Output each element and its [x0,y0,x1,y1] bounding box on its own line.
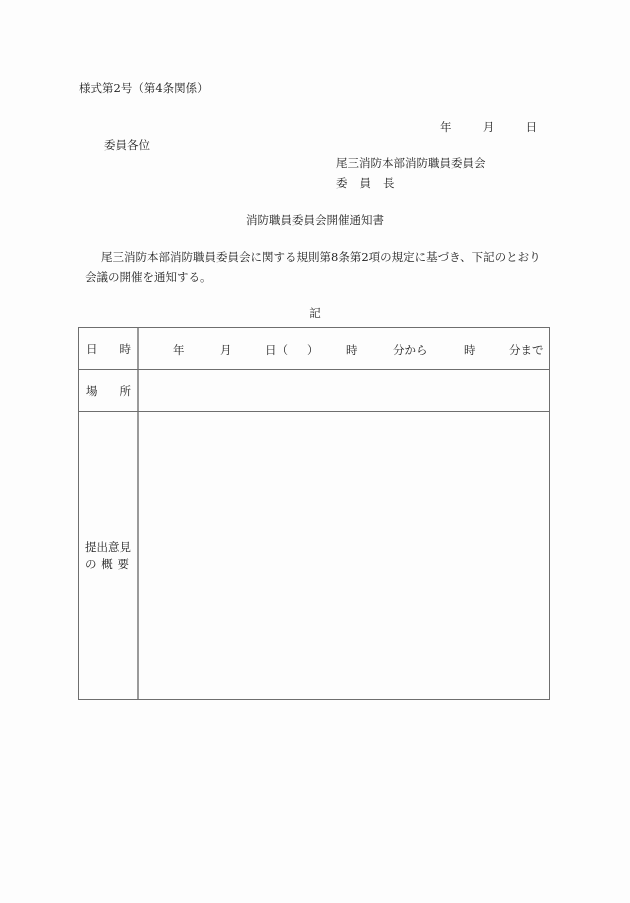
label-char: 要 [117,556,129,571]
date-month: 月 [482,120,495,134]
addressee: 委員各位 [104,138,150,152]
meeting-details-table [78,327,550,700]
label-char: 時 [119,341,131,356]
table-row-datetime [79,328,549,370]
label-char: 日 [86,341,98,356]
dt-hour-from: 時 [346,342,358,357]
dt-year: 年 [173,342,185,357]
dt-month: 月 [220,342,232,357]
table-row-place [79,370,549,412]
label-line-2 [85,556,133,573]
place-value-cell[interactable] [139,370,549,411]
date-year: 年 [440,120,452,134]
body-text [79,247,559,287]
dt-day-open: 日（ [265,342,288,357]
date-line [440,119,537,135]
dt-minute-to: 分まで [509,342,544,357]
sender-title [336,175,407,191]
label-cell-place [79,370,139,411]
dt-minute-from: 分から [393,342,428,357]
body-line-2: 会議の開催を通知する。 [85,270,212,284]
label-char: 場 [86,383,98,398]
form-number: 様式第2号（第4条関係） [79,81,209,95]
datetime-value-cell[interactable] [139,328,549,369]
ki-heading: 記 [309,306,321,320]
label-char: 所 [119,383,131,398]
dt-weekday-close: ） [307,342,319,357]
label-char: の [85,556,97,571]
table-row-summary [79,412,549,699]
label-cell-summary [79,412,139,699]
dt-hour-to: 時 [464,342,476,357]
document-title: 消防職員委員会開催通知書 [246,213,384,227]
sender-organization: 尾三消防本部消防職員委員会 [336,156,486,170]
label-line-1: 提出意見 [85,539,131,554]
sender-title-char: 員 [359,176,371,190]
sender-title-char: 委 [336,176,348,190]
label-char: 概 [101,556,113,571]
body-line-1: 尾三消防本部消防職員委員会に関する規則第8条第2項の規定に基づき、下記のとおり [101,250,541,264]
summary-value-cell[interactable] [139,412,549,699]
label-cell-datetime [79,328,139,369]
date-day: 日 [525,120,538,134]
sender-title-char: 長 [383,176,395,190]
